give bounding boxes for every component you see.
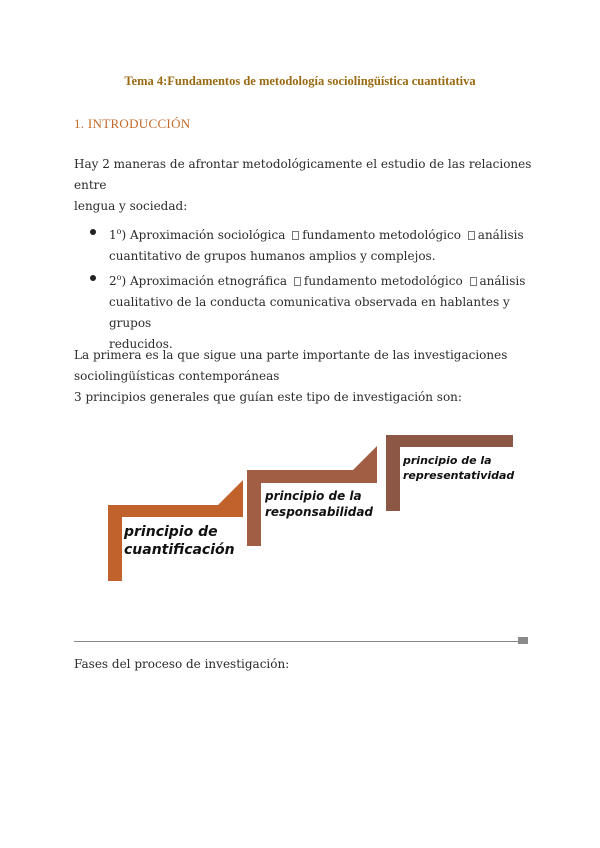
step-1-label-line-2: cuantificación bbox=[124, 542, 235, 558]
step-2-label-line-1: principio de la bbox=[265, 489, 362, 503]
approach-description: cuantitativo de grupos humanos amplios y complejos. bbox=[109, 249, 436, 263]
step-responsibility bbox=[247, 446, 377, 546]
section-heading: 1. INTRODUCCIÓN bbox=[74, 116, 191, 131]
ordinal-marker: o bbox=[116, 227, 122, 236]
foundation-label: fundamento metodológico bbox=[303, 274, 463, 288]
section-divider bbox=[74, 641, 520, 642]
phases-heading: Fases del proceso de investigación: bbox=[74, 657, 290, 671]
step-1-label-line-1: principio de bbox=[124, 524, 218, 540]
para-line-2: sociolingüísticas contemporáneas bbox=[74, 369, 280, 383]
approach-name: ) Aproximación etnográfica bbox=[121, 274, 288, 288]
approach-name: ) Aproximación sociológica bbox=[121, 228, 286, 242]
step-quantification bbox=[108, 480, 243, 581]
divider-end-block bbox=[518, 637, 528, 644]
step-3-label-line-1: principio de la bbox=[403, 454, 492, 467]
step-representativeness bbox=[386, 435, 514, 511]
step-2-label-line-2: responsabilidad bbox=[265, 505, 374, 519]
approach-description: cualitativo de la conducta comunicativa observada en hablantes y grupos bbox=[109, 295, 510, 330]
item-number: 1 bbox=[109, 228, 117, 242]
para-line-1: La primera es la que sigue una parte importante de las investigaciones bbox=[74, 348, 508, 362]
analysis-label: análisis bbox=[479, 274, 526, 288]
foundation-label: fundamento metodológico bbox=[302, 228, 461, 242]
approach-description-end: reducidos. bbox=[109, 337, 173, 351]
intro-line-2: lengua y sociedad: bbox=[74, 199, 188, 213]
step-2-arrowhead bbox=[353, 446, 377, 470]
intro-line-1: Hay 2 maneras de afrontar metodológicamente el estudio de las relaciones entre bbox=[74, 157, 532, 192]
page-title: Tema 4:Fundamentos de metodología sociolingüística cuantitativa bbox=[124, 74, 476, 88]
step-3-label-line-2: representatividad bbox=[403, 469, 515, 482]
analysis-label: análisis bbox=[477, 228, 524, 242]
item-number: 2 bbox=[109, 274, 117, 288]
ordinal-marker: o bbox=[116, 273, 122, 282]
para-line-3: 3 principios generales que guían este tipo de investigación son: bbox=[74, 390, 462, 404]
step-1-arrowhead bbox=[218, 480, 243, 505]
